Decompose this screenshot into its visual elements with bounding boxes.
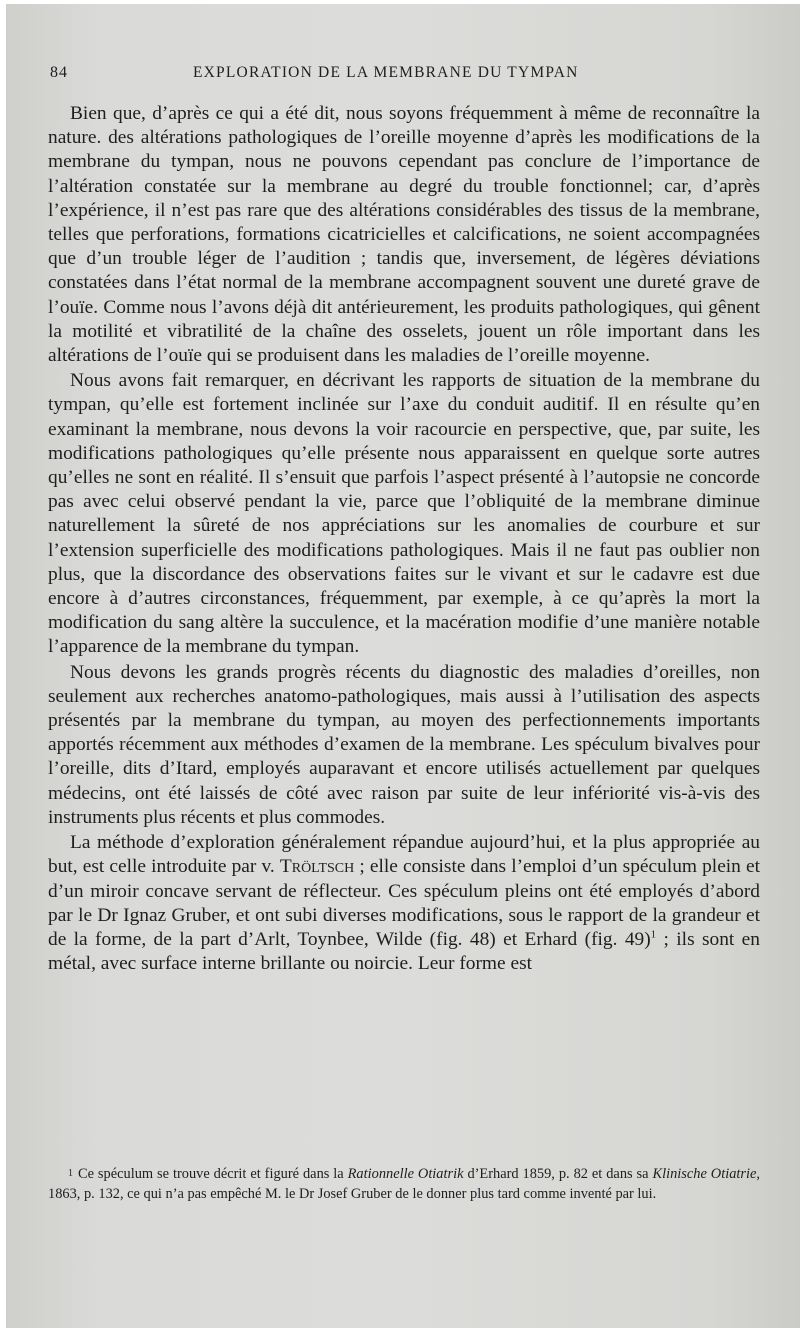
body-text [48,102,760,976]
paragraph-2: Nous avons fait remarquer, en décrivant les rapports de situation de la membrane du tympan, qu’elle est fortement inclinée sur l’axe du conduit auditif. Il en résulte qu’en examinant la membrane, nous devons la voir racourcie en perspective, que, par suite, les modifications pathologiques qu’elle présente nous apparaissent en quelque sorte autres qu’elles ne sont en réalité. Il s’ensuit que parfois l’aspect présenté à l’autopsie ne concorde pas avec celui observé pendant la vie, parce que l’obliquité de la membrane diminue naturellement la sûreté de nos appréciations sur les anomalies de courbure et sur l’extension superficielle des modifications pathologiques. Mais il ne faut pas oublier non plus, que la discordance des observations faites sur le vivant et sur le cadavre est due encore à d’autres circonstances, fréquemment, par exemple, à ce qu’après la mort la modification du sang altère la succulence, et la macération modifie d’une manière notable l’apparence de la membrane du tympan. [48,370,760,658]
book-page [6,4,800,1328]
paragraph-1: Bien que, d’après ce qui a été dit, nous soyons fréquemment à même de reconnaître la nature. des altérations pathologiques de l’oreille moyenne d’après les modifications de la membrane du tympan, nous ne pouvons cependant pas conclure de l’importance de l’altération constatée sur la membrane au degré du trouble fonctionnel; car, d’après l’expérience, il n’est pas rare que des altérations considérables des tissus de la membrane, telles que perforations, formations cicatricielles et calcifications, ne soient accompagnées que d’un trouble léger de l’audition ; tandis que, inversement, de légères déviations constatées dans l’état normal de la membrane accompagnent souvent une dureté grave de l’ouïe. Comme nous l’avons déjà dit antérieurement, les produits pathologiques, qui gênent la motilité et vibratilité de la chaîne des osselets, jouent un rôle important dans les altérations de l’ouïe qui se produisent dans les maladies de l’oreille moyenne. [48,103,760,367]
paragraph-3: Nous devons les grands progrès récents du diagnostic des maladies d’oreilles, non seulement aux recherches anatomo-pathologiques, mais aussi à l’utilisation des aspects présentés par la membrane du tympan, au moyen des perfectionnements importants apportés récemment aux méthodes d’examen de la membrane. Les spéculum bivalves pour l’oreille, dits d’Itard, employés auparavant et encore utilisés actuellement par quelques médecins, ont été laissés de côté avec raison par suite de leur infériorité vis-à-vis des instruments plus récents et plus commodes. [48,661,760,828]
page-number: 84 [50,64,68,81]
footnote-reference: 1 [650,928,657,941]
footnote-mark: 1 [68,1168,73,1179]
footnote-1 [48,1164,760,1204]
paragraph-4-end: ; ils sont en métal, avec surface interne brillante ou noircie. Leur forme est [48,928,760,975]
footnote-text-a: Ce spéculum se trouve décrit et figuré dans la [78,1166,348,1182]
author-name-troltsch: Tröltsch [279,856,355,878]
paragraph-4 [48,831,760,976]
footnote-title-rationnelle-otiatrik: Rationnelle Otiatrik [347,1166,464,1182]
paragraph-4-start: La méthode d’exploration généralement répandue aujourd’hui, et la plus appropriée au but, est celle introduite par v. [48,832,760,878]
paragraph-4-middle: ; elle consiste dans l’emploi d’un spéculum plein et d’un miroir concave servant de réflecteur. Ces spéculum pleins ont été employés d’abord par le Dr Ignaz Gruber, et ont subi diverses modifications, sous le rapport de la grandeur et de la forme, de la part d’Arlt, Toynbee, Wilde (fig. 48) et Erhard (fig. 49) [48,856,760,950]
page-header [50,64,762,90]
running-title: EXPLORATION DE LA MEMBRANE DU TYMPAN [193,64,579,81]
footnotes [48,1164,760,1204]
footnote-title-klinische-otiatrie: Klinische Otiatrie [652,1166,757,1182]
footnote-text-b: d’Erhard 1859, p. 82 et dans sa [463,1166,653,1182]
footnote-text-c: , 1863, p. 132, ce qui n’a pas empêché M. le Dr Josef Gruber de le donner plus tard comme inventé par lui. [48,1166,760,1202]
